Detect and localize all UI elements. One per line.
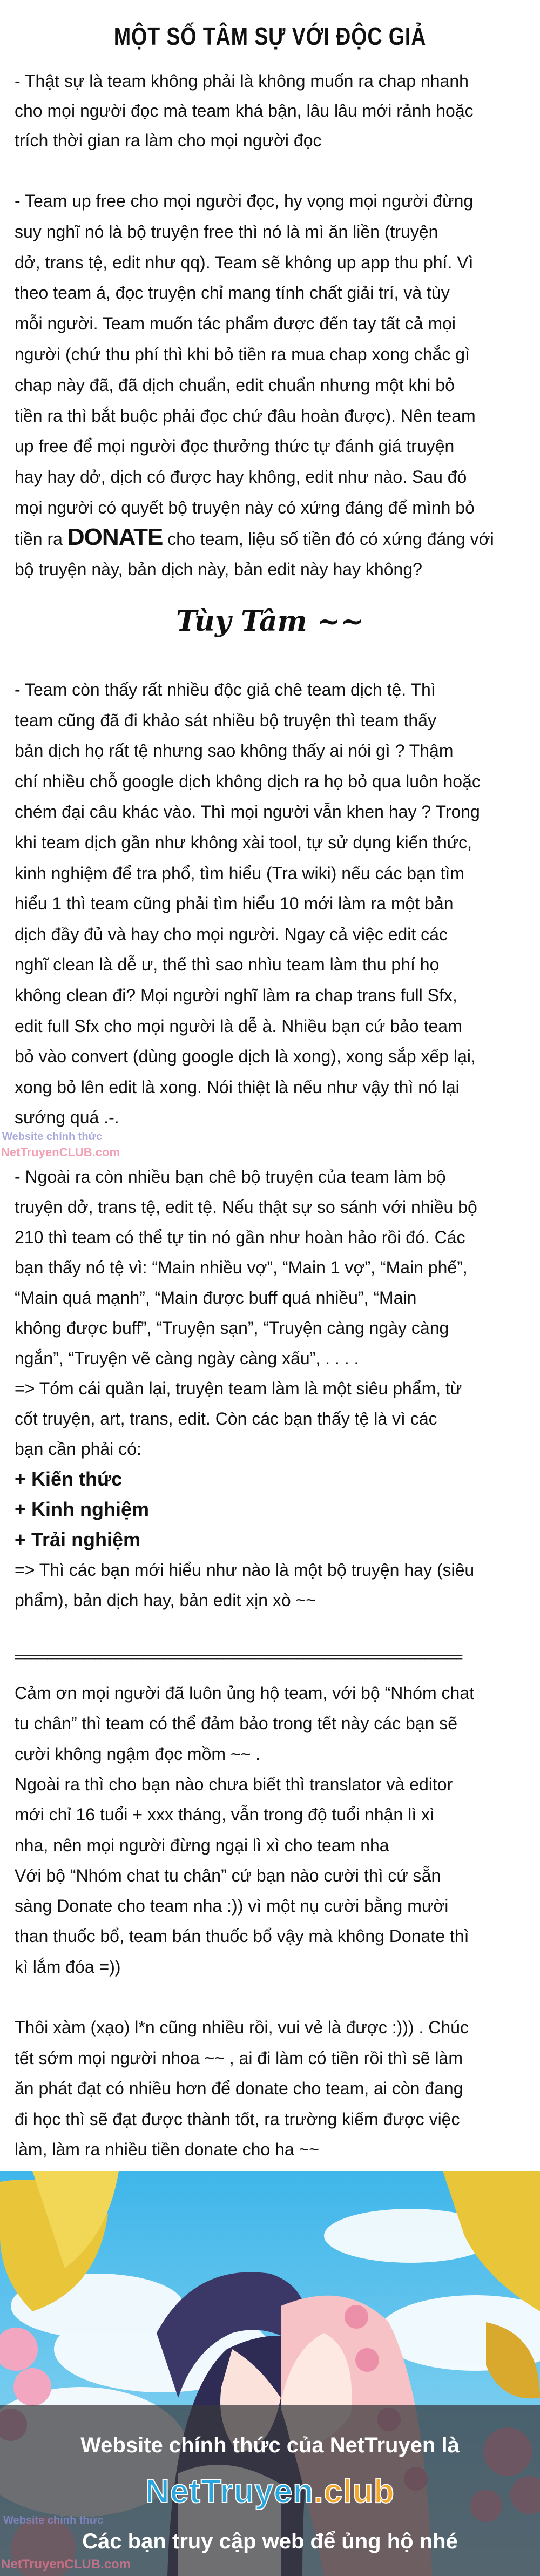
text-line: theo team á, đọc truyện chỉ mang tính chất giải trí, và tùy bbox=[15, 283, 450, 303]
promo-line-visit: Các bạn truy cập web để ủng hộ nhé bbox=[82, 2530, 458, 2553]
text-line: + Trải nghiệm bbox=[15, 1528, 141, 1550]
promo-brand-logo[interactable] bbox=[0, 2472, 540, 2511]
text-line: team cũng đã đi khảo sát nhiều bộ truyện thì team thấy bbox=[15, 710, 436, 730]
text-line: sàng Donate cho team nha :)) vì một nụ cười bằng mười bbox=[15, 1896, 449, 1916]
text-line: suy nghĩ nó là bộ truyện free thì nó là mì ăn liền (truyện bbox=[15, 221, 438, 241]
brand-tld: .club bbox=[314, 2473, 395, 2510]
text-line: trích thời gian ra làm cho mọi người đọc bbox=[15, 131, 322, 150]
text-line: chém đại câu khác vào. Thì mọi người vẫn khen hay ? Trong bbox=[15, 802, 480, 822]
text-line: cho mọi người đọc mà team khá bận, lâu lâu mới rảnh hoặc bbox=[15, 101, 474, 120]
text-line: tiền ra thì bắt buộc phải đọc chứ đâu hoàn được). Nên team bbox=[15, 406, 476, 426]
text-line: kì lắm đóa =)) bbox=[15, 1957, 121, 1977]
text-line: Cảm ơn mọi người đã luôn ủng hộ team, với bộ “Nhóm chat bbox=[15, 1683, 474, 1703]
text-line: nghĩ clean là dễ ư, thế thì sao nhìu team làm thu phí họ bbox=[15, 955, 440, 975]
text-line: người (chứ thu phí thì khi bỏ tiền ra mua chap xong chắc gì bbox=[15, 345, 470, 364]
text-line: bản dịch họ rất tệ nhưng sao không thấy ai nói gì ? Thậm bbox=[15, 741, 454, 761]
watermark-site-bottom: NetTruyenCLUB.com bbox=[1, 2557, 131, 2572]
watermark-text: Website chính thức bbox=[2, 1131, 103, 1143]
brand-name: NetTruyen bbox=[145, 2473, 314, 2510]
text-line: edit full Sfx cho mọi người là dễ à. Nhiều bạn cứ bảo team bbox=[15, 1016, 462, 1036]
text-line: dịch đầy đủ và hay cho mọi người. Ngay cả việc edit các bbox=[15, 924, 448, 944]
section-divider: ==================================================================================== bbox=[15, 1650, 462, 1664]
text-line: sướng quá .-. bbox=[15, 1108, 119, 1128]
text-line: bộ truyện này, bản dịch này, bản edit này hay không? bbox=[15, 559, 422, 579]
text-line: kinh nghiệm để tra phổ, tìm hiểu (Tra wiki) nếu các bạn tìm bbox=[15, 863, 464, 883]
donate-line-pre: tiền ra bbox=[15, 529, 68, 549]
text-line: mọi người có quyết bộ truyện này có xứng đáng để mình bỏ bbox=[15, 498, 475, 517]
text-line: hay hay dở, dịch có được hay không, edit như nào. Sau đó bbox=[15, 467, 467, 487]
text-line: không clean đi? Mọi người nghĩ làm ra chap trans full Sfx, bbox=[15, 986, 457, 1005]
text-line: - Thật sự là team không phải là không muốn ra chap nhanh bbox=[15, 71, 469, 91]
text-line: dở, trans tệ, edit như qq). Team sẽ không up app thu phí. Vì bbox=[15, 252, 474, 272]
donate-line-post: cho team, liệu số tiền đó có xứng đáng với bbox=[163, 529, 494, 549]
text-line: hiểu 1 thì team cũng phải tìm hiểu 10 mới làm ra một bản bbox=[15, 894, 454, 914]
text-line: => Tóm cái quần lại, truyện team làm là một siêu phẩm, từ bbox=[15, 1379, 462, 1398]
watermark-site: NetTruyenCLUB.com bbox=[1, 1145, 120, 1159]
text-line: bỏ vào convert (dùng google dịch là xong), xong sắp xếp lại, bbox=[15, 1047, 476, 1067]
tuy-tam-heading: Tùy Tâm ~~ bbox=[176, 605, 364, 638]
text-line: Thôi xàm (xạo) l*n cũng nhiều rồi, vui vẻ là được :))) . Chúc bbox=[15, 2018, 469, 2037]
text-line: nha, nên mọi người đừng ngại lì xì cho team nha bbox=[15, 1835, 389, 1855]
text-line: - Ngoài ra còn nhiều bạn chê bộ truyện của team làm bộ bbox=[15, 1167, 446, 1186]
text-line: ngắn”, “Truyện vẽ càng ngày càng xấu”, . . . . bbox=[15, 1348, 359, 1368]
text-line: chí nhiều chỗ google dịch không dịch ra họ bỏ qua luôn hoặc bbox=[15, 771, 481, 791]
text-line: chap này đã, đã dịch chuẩn, edit chuẩn nhưng một khi bỏ bbox=[15, 375, 455, 395]
text-line: Ngoài ra thì cho bạn nào chưa biết thì translator và editor bbox=[15, 1774, 453, 1794]
text-line: truyện dở, trans tệ, edit tệ. Nếu thật sự so sánh với nhiều bộ bbox=[15, 1197, 477, 1217]
text-line: “Main quá mạnh”, “Main được buff quá nhiều”, “Main bbox=[15, 1288, 417, 1307]
text-line: mỗi người. Team muốn tác phẩm được đến tay tất cả mọi bbox=[15, 314, 456, 334]
text-line: - Team up free cho mọi người đọc, hy vọng mọi người đừng bbox=[15, 191, 474, 211]
text-line: khi team dịch gần như không xài tool, tự sử dụng kiến thức, bbox=[15, 833, 473, 852]
page-title: MỘT SỐ TÂM SỰ VỚI ĐỘC GIẢ bbox=[113, 22, 427, 50]
text-line: xong bỏ lên edit là xong. Nói thiệt là nếu như vậy thì nó lại bbox=[15, 1077, 460, 1097]
text-line: tu chân” thì team có thể đảm bảo trong tết này các bạn sẽ bbox=[15, 1714, 458, 1734]
text-line: tết sớm mọi người nhoa ~~ , ai đi làm có tiền rồi thì sẽ làm bbox=[15, 2048, 463, 2068]
text-line: bạn thấy nó tệ vì: “Main nhiều vợ”, “Main 1 vợ”, “Main phế”, bbox=[15, 1258, 468, 1277]
text-line: bạn cần phải có: bbox=[15, 1439, 141, 1459]
text-line: than thuốc bổ, team bán thuốc bổ vậy mà không Donate thì bbox=[15, 1926, 469, 1946]
text-line: up free để mọi người đọc thưởng thức tự đánh giá truyện bbox=[15, 436, 455, 456]
donate-word: DONATE bbox=[67, 524, 163, 550]
text-line: => Thì các bạn mới hiểu như nào là một bộ truyện hay (siêu bbox=[15, 1560, 475, 1580]
text-line: cười không ngậm đọc mồm ~~ . bbox=[15, 1744, 261, 1764]
text-line: 210 thì team có thể tự tin nó gần như hoàn hảo rồi đó. Các bbox=[15, 1228, 465, 1247]
text-line-donate bbox=[15, 524, 494, 550]
text-line: + Kiến thức bbox=[15, 1468, 123, 1490]
text-line: phẩm), bản dịch hay, bản edit xịn xò ~~ bbox=[15, 1590, 316, 1610]
text-line: mới chỉ 16 tuổi + xxx tháng, vẫn trong độ tuổi nhận lì xì bbox=[15, 1805, 435, 1825]
promo-line-official-site: Website chính thức của NetTruyen là bbox=[80, 2433, 460, 2457]
text-line: Với bộ “Nhóm chat tu chân” cứ bạn nào cười thì cứ sẵn bbox=[15, 1865, 441, 1885]
text-line: không được buff”, “Truyện sạn”, “Truyện càng ngày càng bbox=[15, 1318, 449, 1338]
text-line: - Team còn thấy rất nhiều độc giả chê team dịch tệ. Thì bbox=[15, 680, 436, 699]
text-line: đi học thì sẽ đạt được thành tốt, ra trường kiếm được việc bbox=[15, 2109, 460, 2129]
text-line: + Kinh nghiệm bbox=[15, 1498, 150, 1520]
text-line: làm, làm ra nhiều tiền donate cho ha ~~ bbox=[15, 2140, 319, 2159]
text-line: ăn phát đạt có nhiều hơn để donate cho team, ai còn đang bbox=[15, 2079, 463, 2098]
watermark-text-bottom: Website chính thức bbox=[3, 2514, 104, 2526]
text-line: cốt truyện, art, trans, edit. Còn các bạn thấy tệ là vì các bbox=[15, 1409, 437, 1428]
